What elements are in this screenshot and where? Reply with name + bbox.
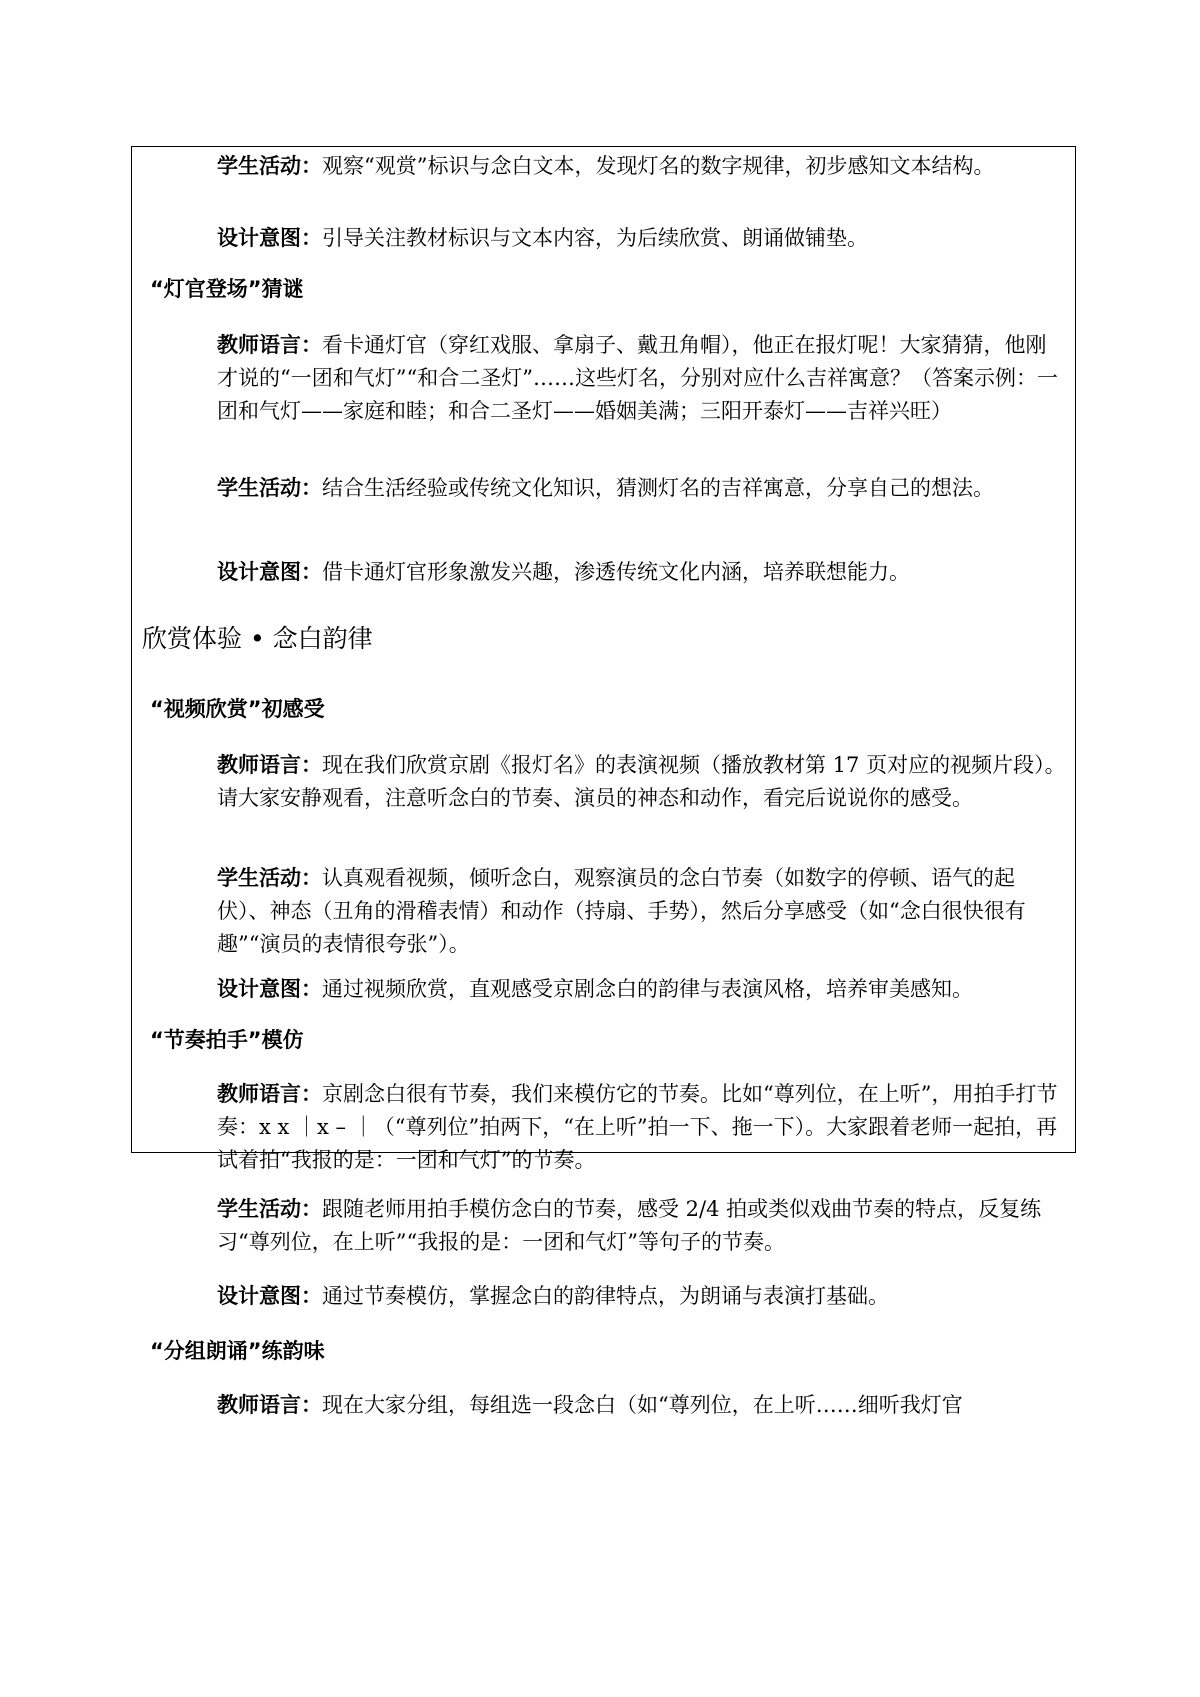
paragraph-text: 引导关注教材标识与文本内容，为后续欣赏、朗诵做铺垫。 [322,226,868,250]
label-student: 学生活动： [217,154,322,178]
design-intent-2 [217,556,1067,589]
design-intent-3 [217,973,1067,1006]
paragraph-text: 跟随老师用拍手模仿念白的节奏，感受 2/4 拍或类似戏曲节奏的特点，反复练习“尊列位，在上听”“我报的是：一团和气灯”等句子的节奏。 [217,1197,1042,1254]
label-student: 学生活动： [217,866,322,890]
label-design: 设计意图： [217,560,322,584]
student-activity-4 [217,1193,1067,1259]
teacher-language-4 [217,1389,1067,1422]
teacher-language-3 [217,1078,1067,1177]
student-activity-1 [217,150,1067,183]
section-heading: 欣赏体验 • 念白韵律 [142,624,373,653]
paragraph-text: 认真观看视频，倾听念白，观察演员的念白节奏（如数字的停顿、语气的起伏）、神态（丑角的滑稽表情）和动作（持扇、手势），然后分享感受（如“念白很快很有趣”“演员的表情很夸张”）。 [217,866,1026,956]
paragraph-text: 通过视频欣赏，直观感受京剧念白的韵律与表演风格，培养审美感知。 [322,977,973,1001]
paragraph-text: 京剧念白很有节奏，我们来模仿它的节奏。比如“尊列位，在上听”，用拍手打节奏：x x ｜x – ｜（“尊列位”拍两下，“在上听”拍一下、拖一下）。大家跟着老师一起拍，再试着拍“我报的是：一团和气灯”的节奏。 [217,1082,1058,1172]
paragraph-text: 现在大家分组，每组选一段念白（如“尊列位，在上听……细听我灯官 [322,1393,963,1417]
teacher-language-1 [217,329,1067,428]
design-intent-1 [217,222,1067,255]
paragraph-text: 观察“观赏”标识与念白文本，发现灯名的数字规律，初步感知文本结构。 [322,154,995,178]
design-intent-4 [217,1280,1067,1313]
paragraph-text: 看卡通灯官（穿红戏服、拿扇子、戴丑角帽），他正在报灯呢！大家猜猜，他刚才说的“一团和气灯”“和合二圣灯”……这些灯名，分别对应什么吉祥寓意？（答案示例：一团和气灯——家庭和睦；和合二圣灯——婚姻美满；三阳开泰灯——吉祥兴旺） [217,333,1058,423]
teacher-language-2 [217,749,1067,815]
label-student: 学生活动： [217,476,322,500]
subheading-group-recitation: “分组朗诵”练韵味 [150,1339,325,1363]
label-teacher: 教师语言： [217,753,322,777]
paragraph-text: 通过节奏模仿，掌握念白的韵律特点，为朗诵与表演打基础。 [322,1284,889,1308]
label-teacher: 教师语言： [217,1393,322,1417]
subheading-lantern-official: “灯官登场”猜谜 [150,277,304,301]
label-teacher: 教师语言： [217,333,322,357]
label-student: 学生活动： [217,1197,322,1221]
paragraph-text: 现在我们欣赏京剧《报灯名》的表演视频（播放教材第 17 页对应的视频片段）。请大家安静观看，注意听念白的节奏、演员的神态和动作，看完后说说你的感受。 [217,753,1066,810]
paragraph-text: 结合生活经验或传统文化知识，猜测灯名的吉祥寓意，分享自己的想法。 [322,476,994,500]
subheading-video: “视频欣赏”初感受 [150,697,325,721]
student-activity-2 [217,472,1067,505]
student-activity-3 [217,862,1067,961]
label-teacher: 教师语言： [217,1082,322,1106]
label-design: 设计意图： [217,226,322,250]
subheading-rhythm: “节奏拍手”模仿 [150,1028,304,1052]
label-design: 设计意图： [217,977,322,1001]
label-design: 设计意图： [217,1284,322,1308]
paragraph-text: 借卡通灯官形象激发兴趣，渗透传统文化内涵，培养联想能力。 [322,560,910,584]
